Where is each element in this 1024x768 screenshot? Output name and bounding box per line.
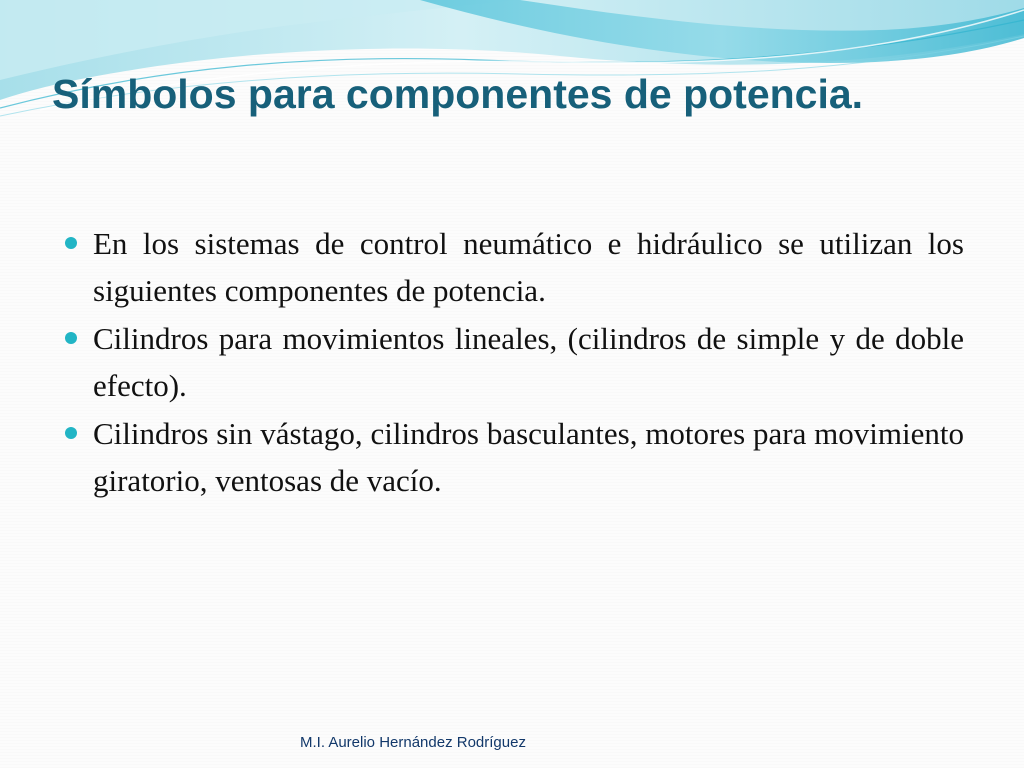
- slide-title: Símbolos para componentes de potencia.: [52, 71, 864, 117]
- bullet-text: En los sistemas de control neumático e hidráulico se utilizan los siguientes componentes de potencia.: [93, 226, 964, 308]
- bullet-dot-icon: [65, 237, 77, 249]
- bullet-dot-icon: [65, 427, 77, 439]
- bullet-text: Cilindros sin vástago, cilindros basculantes, motores para movimiento giratorio, ventosas de vacío.: [93, 416, 964, 498]
- bullet-item: [64, 315, 964, 409]
- bullet-text: Cilindros para movimientos lineales, (cilindros de simple y de doble efecto).: [93, 321, 964, 403]
- bullet-dot-icon: [65, 332, 77, 344]
- bullet-item: [64, 410, 964, 504]
- bullet-item: [64, 220, 964, 314]
- footer-author: M.I. Aurelio Hernández Rodríguez: [300, 734, 526, 751]
- bullet-list: [64, 220, 964, 505]
